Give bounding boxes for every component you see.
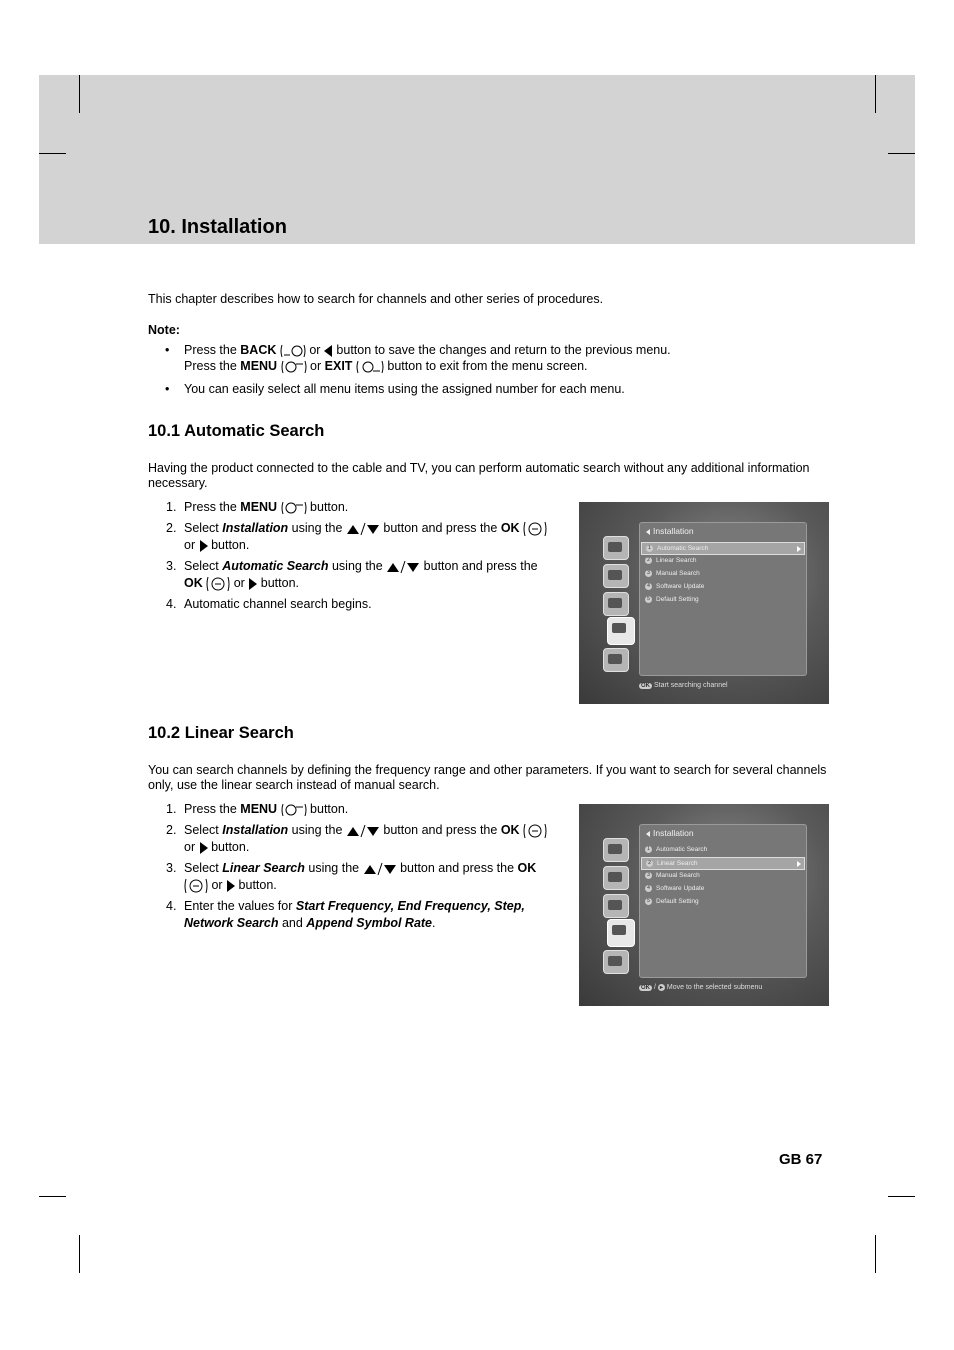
ok-button-icon	[523, 521, 547, 537]
glyph	[612, 925, 626, 935]
menu-item[interactable]	[641, 883, 803, 894]
glyph	[608, 956, 622, 966]
text: or	[305, 343, 324, 357]
menu-term: Automatic Search	[222, 559, 329, 573]
installation-menu-icon	[607, 919, 635, 947]
text: Press the	[184, 500, 241, 514]
steps-list	[148, 801, 568, 936]
text: button.	[235, 878, 277, 892]
glyph	[608, 900, 622, 910]
users-menu-icon	[603, 866, 629, 890]
menu-item[interactable]	[641, 896, 803, 907]
text: using the	[328, 559, 387, 573]
search-menu-icon	[603, 950, 629, 974]
glyph	[608, 570, 622, 580]
text: .	[432, 916, 436, 930]
back-button-icon	[280, 344, 306, 358]
right-arrow-icon	[199, 540, 208, 552]
settings-menu-icon	[603, 838, 629, 862]
key-ok: OK	[500, 521, 520, 535]
search-menu-icon	[603, 648, 629, 672]
menu-term: Installation	[222, 521, 289, 535]
glyph	[612, 623, 626, 633]
text: button to exit from the menu screen.	[383, 359, 588, 373]
text: Linear Search	[657, 860, 698, 867]
up-down-arrow-icon	[386, 560, 420, 574]
section-heading-linear-search: 10.2 Linear Search	[148, 724, 294, 742]
back-triangle-icon	[646, 529, 650, 535]
menu-item[interactable]	[641, 857, 805, 870]
steps-list	[148, 499, 568, 617]
page-number: GB 67	[779, 1151, 823, 1168]
users-menu-icon	[603, 564, 629, 588]
item-number: 2	[645, 557, 652, 564]
glyph	[608, 542, 622, 552]
note-bullet-1b	[184, 358, 588, 374]
files-menu-icon	[603, 894, 629, 918]
text: Press the	[184, 802, 241, 816]
ok-icon: OK	[641, 985, 650, 991]
key-ok: OK	[184, 576, 203, 590]
item-number: 4	[645, 583, 652, 590]
step-number: 4.	[166, 597, 177, 611]
crop-mark	[888, 1196, 915, 1197]
step-3	[148, 860, 568, 894]
menu-item[interactable]	[641, 568, 803, 579]
step-number: 3.	[166, 861, 177, 875]
crop-mark	[875, 1235, 876, 1273]
right-arrow-icon: ▸	[659, 985, 663, 991]
glyph	[608, 872, 622, 882]
key-ok: OK	[517, 861, 537, 875]
tv-screenshot-linear-search	[579, 804, 829, 1006]
glyph	[608, 654, 622, 664]
section-intro: Having the product connected to the cable and TV, you can perform automatic search without any additional information necessary.	[148, 461, 810, 490]
left-arrow-icon	[324, 345, 333, 357]
menu-button-icon	[281, 803, 307, 817]
parameter-term: Append Symbol Rate	[306, 916, 433, 930]
text: Linear Search	[656, 557, 697, 564]
ok-button-icon	[184, 878, 208, 894]
text: button and press the	[420, 559, 538, 573]
crop-mark	[79, 1235, 80, 1273]
files-menu-icon	[603, 592, 629, 616]
chevron-right-icon	[797, 861, 801, 867]
text: button.	[306, 802, 349, 816]
parameter-list: Start Frequency, End Frequency, Step, Network Search	[184, 899, 525, 930]
menu-panel	[639, 522, 807, 676]
bullet-dot: •	[165, 382, 170, 396]
crop-mark	[79, 75, 80, 113]
menu-item[interactable]	[641, 844, 803, 855]
text: Select	[184, 823, 223, 837]
text: using the	[288, 823, 346, 837]
text: Manual Search	[656, 872, 700, 879]
text: or	[306, 359, 325, 373]
menu-item[interactable]	[641, 870, 803, 881]
chevron-right-icon	[797, 546, 801, 552]
text: button and press the	[379, 823, 501, 837]
step-2	[148, 520, 568, 554]
step-4	[148, 898, 568, 932]
back-triangle-icon	[646, 831, 650, 837]
note-bullet-2: You can easily select all menu items using the assigned number for each menu.	[184, 382, 625, 396]
crop-mark	[888, 153, 915, 154]
glyph	[608, 598, 622, 608]
item-number: 4	[645, 885, 652, 892]
menu-button-icon	[281, 501, 307, 515]
tv-screenshot-automatic-search	[579, 502, 829, 704]
text: using the	[304, 861, 363, 875]
key-exit: EXIT	[324, 359, 353, 373]
text: Installation	[653, 526, 694, 536]
crop-mark	[39, 1196, 66, 1197]
menu-item[interactable]	[641, 581, 803, 592]
text: Software Update	[656, 885, 705, 892]
text: Manual Search	[656, 570, 700, 577]
text: Default Setting	[656, 898, 699, 905]
text: Select	[184, 521, 223, 535]
step-number: 4.	[166, 899, 177, 913]
ok-icon: OK	[641, 683, 650, 689]
menu-item[interactable]	[641, 555, 803, 566]
item-number: 2	[646, 860, 653, 867]
menu-term: Installation	[222, 823, 289, 837]
item-number: 5	[645, 596, 652, 603]
text: Move to the selected submenu	[666, 984, 763, 991]
text: Automatic Search	[656, 846, 708, 853]
key-back: BACK	[240, 343, 277, 357]
menu-panel	[639, 824, 807, 978]
item-number: 1	[645, 846, 652, 853]
text: and	[278, 916, 307, 930]
text: Default Setting	[656, 596, 699, 603]
menu-item[interactable]	[641, 594, 803, 605]
key-menu: MENU	[240, 500, 278, 514]
right-arrow-icon	[199, 842, 208, 854]
item-number: 3	[645, 872, 652, 879]
text: Press the	[184, 343, 241, 357]
step-1	[148, 801, 568, 818]
chapter-title: 10. Installation	[148, 216, 287, 238]
crop-mark	[39, 153, 66, 154]
item-number: 5	[645, 898, 652, 905]
right-arrow-icon	[226, 880, 235, 892]
text: button.	[306, 500, 349, 514]
ok-button-icon	[206, 576, 230, 592]
menu-item[interactable]	[641, 542, 805, 555]
step-number: 2.	[166, 521, 177, 535]
crop-mark	[875, 75, 876, 113]
text: using the	[288, 521, 346, 535]
exit-button-icon	[356, 360, 384, 374]
panel-title	[646, 828, 694, 838]
menu-button-icon	[281, 360, 307, 374]
text: button.	[207, 538, 250, 552]
text: or	[208, 878, 227, 892]
key-menu: MENU	[240, 802, 278, 816]
key-ok: OK	[500, 823, 520, 837]
item-number: 3	[645, 570, 652, 577]
panel-title	[646, 526, 694, 536]
text: button.	[207, 840, 250, 854]
text: Select	[184, 559, 223, 573]
text: Enter the values for	[184, 899, 296, 913]
step-number: 2.	[166, 823, 177, 837]
text: Start searching channel	[654, 682, 728, 689]
text: Installation	[653, 828, 694, 838]
right-arrow-icon	[248, 578, 257, 590]
text: button to save the changes and return to the previous menu.	[332, 343, 671, 357]
separator: /	[654, 984, 656, 991]
note-label: Note:	[148, 323, 180, 337]
up-down-arrow-icon	[363, 862, 397, 876]
step-2	[148, 822, 568, 856]
text: Press the	[184, 359, 241, 373]
text: Software Update	[656, 583, 705, 590]
text: button and press the	[396, 861, 518, 875]
text: Automatic channel search begins.	[184, 597, 372, 611]
up-down-arrow-icon	[346, 824, 380, 838]
text: Select	[184, 861, 223, 875]
ok-button-icon	[523, 823, 547, 839]
step-number: 1.	[166, 500, 177, 514]
status-bar	[639, 984, 762, 991]
section-heading-automatic-search: 10.1 Automatic Search	[148, 422, 325, 440]
step-4	[148, 596, 568, 613]
text: button and press the	[379, 521, 501, 535]
settings-menu-icon	[603, 536, 629, 560]
menu-term: Linear Search	[222, 861, 305, 875]
step-number: 1.	[166, 802, 177, 816]
text: Automatic Search	[657, 545, 709, 552]
key-menu: MENU	[240, 359, 278, 373]
glyph	[608, 844, 622, 854]
text: or	[184, 538, 199, 552]
step-3	[148, 558, 568, 592]
text: or	[230, 576, 249, 590]
up-down-arrow-icon	[346, 522, 380, 536]
note-bullet-1	[184, 342, 671, 358]
text: button.	[257, 576, 299, 590]
item-number: 1	[646, 545, 653, 552]
text: or	[184, 840, 199, 854]
step-number: 3.	[166, 559, 177, 573]
status-bar	[639, 682, 728, 689]
installation-menu-icon	[607, 617, 635, 645]
chapter-intro: This chapter describes how to search for channels and other series of procedures.	[148, 292, 604, 306]
section-intro: You can search channels by defining the frequency range and other parameters. If you want to search for several channels only, use the linear search instead of manual search.	[148, 763, 827, 792]
step-1	[148, 499, 568, 516]
bullet-dot: •	[165, 343, 170, 357]
